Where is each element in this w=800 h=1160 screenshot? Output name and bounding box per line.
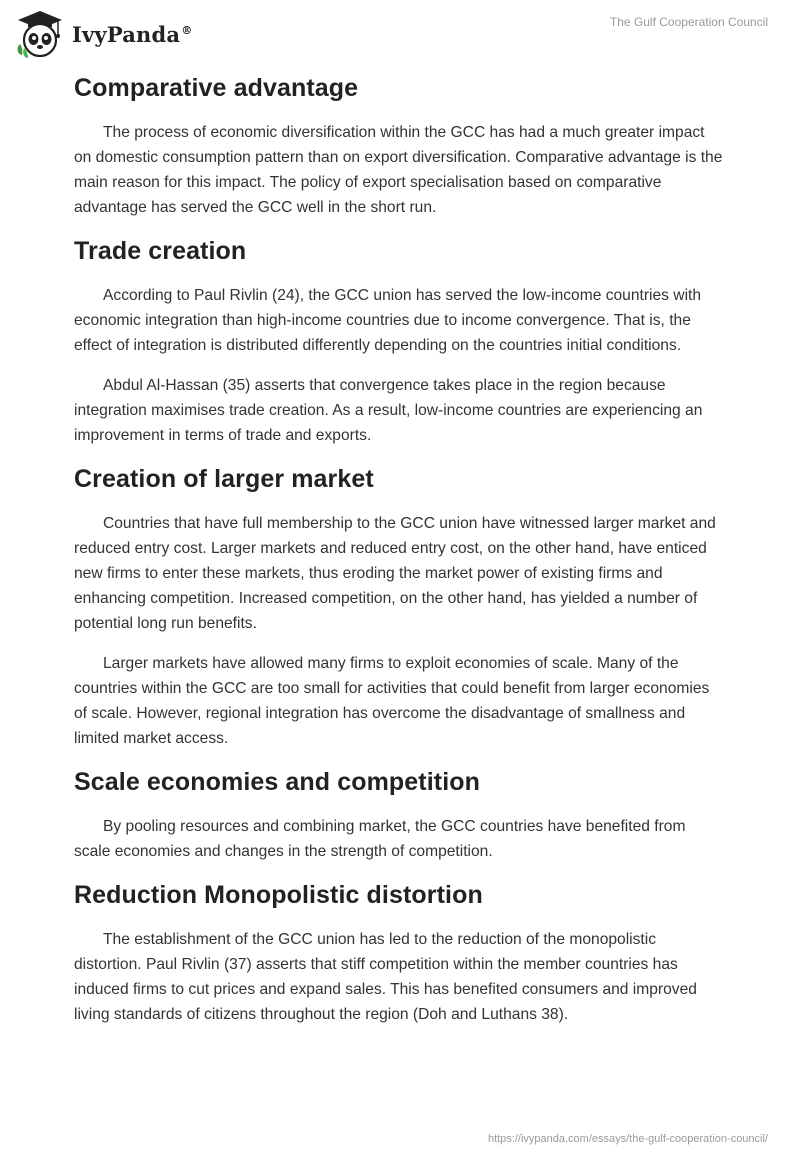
section-trade-creation [74, 235, 726, 448]
paragraph: By pooling resources and combining market, the GCC countries have benefited from scale economies and changes in the strength of competition. [74, 818, 686, 860]
paragraph: Larger markets have allowed many firms to exploit economies of scale. Many of the countries within the GCC are too small for activities that could benefit from larger economies of scale. However, regional integration has overcome the disadvantage of smallness and limited market access. [74, 655, 710, 747]
logo-text: IvyPanda® [72, 21, 193, 47]
document-title: The Gulf Cooperation Council [609, 15, 768, 29]
section-reduction-monopolistic-distortion [74, 879, 726, 1027]
paragraph: The process of economic diversification within the GCC has had a much greater impact on domestic consumption pattern than on export diversification. Comparative advantage is the main reason for this impact. The policy of export specialisation based on comparative advantage has served the GCC well in the short run. [74, 124, 723, 216]
paragraph: Countries that have full membership to the GCC union have witnessed larger market and reduced entry cost. Larger markets and reduced entry cost, on the other hand, have enticed new firms to enter these markets, thus eroding the market power of existing firms and enhancing competition. Increased competition, on the other hand, has yielded a number of potential long run benefits. [74, 515, 716, 632]
essay-content [74, 72, 726, 1042]
section-scale-economies [74, 766, 726, 864]
ivypanda-logo[interactable] [14, 8, 192, 60]
paragraph: Abdul Al-Hassan (35) asserts that convergence takes place in the region because integration maximises trade creation. As a result, low-income countries are experiencing an improvement in terms of trade and exports. [74, 377, 703, 444]
page-header [0, 0, 800, 60]
section-heading: Reduction Monopolistic distortion [74, 881, 483, 909]
source-url-link[interactable]: https://ivypanda.com/essays/the-gulf-cooperation-council/ [487, 1133, 768, 1145]
section-heading: Creation of larger market [74, 465, 374, 493]
section-comparative-advantage [74, 72, 726, 220]
paragraph: According to Paul Rivlin (24), the GCC union has served the low-income countries with economic integration than high-income countries due to income convergence. That is, the effect of integration is distributed differently depending on the countries initial conditions. [74, 287, 702, 354]
section-heading: Trade creation [74, 237, 247, 265]
section-heading: Scale economies and competition [74, 768, 480, 796]
panda-graduate-icon [14, 8, 66, 60]
section-heading: Comparative advantage [74, 74, 359, 102]
section-creation-of-larger-market [74, 463, 726, 751]
paragraph: The establishment of the GCC union has led to the reduction of the monopolistic distortion. Paul Rivlin (37) asserts that stiff competition within the member countries has induced firms to cut prices and expand sales. This has benefited consumers and improved living standards of citizens throughout the region (Doh and Luthans 38). [74, 931, 697, 1023]
